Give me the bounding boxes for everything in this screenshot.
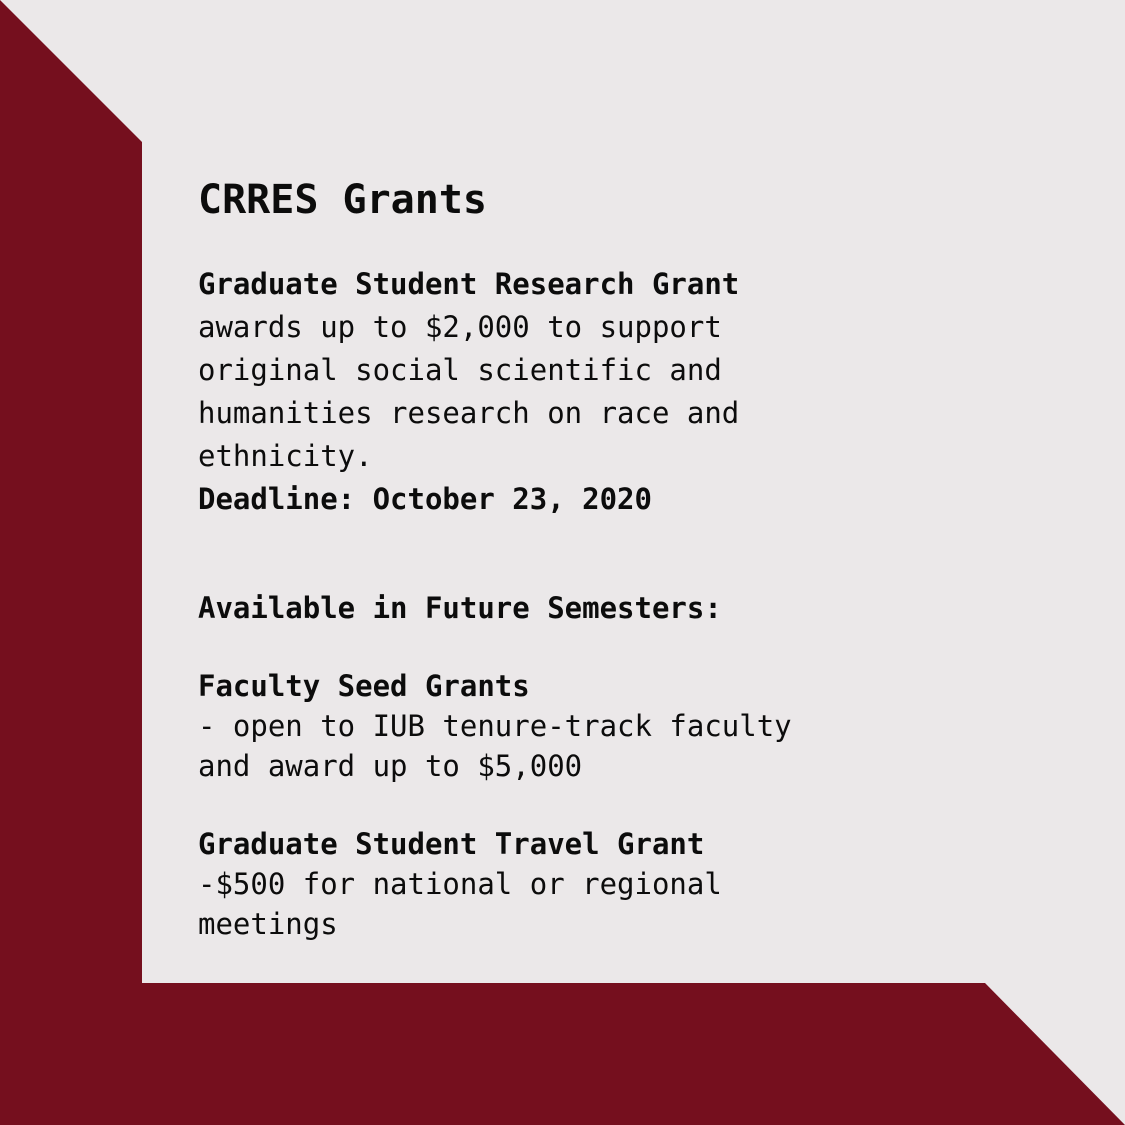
research-grant-section (198, 263, 958, 521)
research-grant-line: awards up to $2,000 to support (198, 310, 722, 344)
page-title: CRRES Grants (198, 177, 487, 223)
faculty-seed-grants-item (198, 666, 958, 786)
flyer-content (198, 172, 958, 944)
faculty-seed-grants-line: and award up to $5,000 (198, 749, 583, 783)
travel-grant-heading: Graduate Student Travel Grant (198, 827, 705, 861)
future-semesters-heading: Available in Future Semesters: (198, 591, 722, 625)
travel-grant-item (198, 824, 958, 944)
bottom-maroon-frame (142, 983, 1125, 1125)
travel-grant-line: meetings (198, 907, 338, 941)
research-grant-line: ethnicity. (198, 439, 373, 473)
travel-grant-line: -$500 for national or regional (198, 867, 722, 901)
deadline-text: Deadline: October 23, 2020 (198, 482, 652, 516)
research-grant-line: humanities research on race and (198, 396, 740, 430)
faculty-seed-grants-line: - open to IUB tenure-track faculty (198, 709, 792, 743)
faculty-seed-grants-heading: Faculty Seed Grants (198, 669, 530, 703)
research-grant-line: original social scientific and (198, 353, 722, 387)
left-maroon-frame (0, 0, 142, 1125)
research-grant-heading: Graduate Student Research Grant (198, 267, 740, 301)
